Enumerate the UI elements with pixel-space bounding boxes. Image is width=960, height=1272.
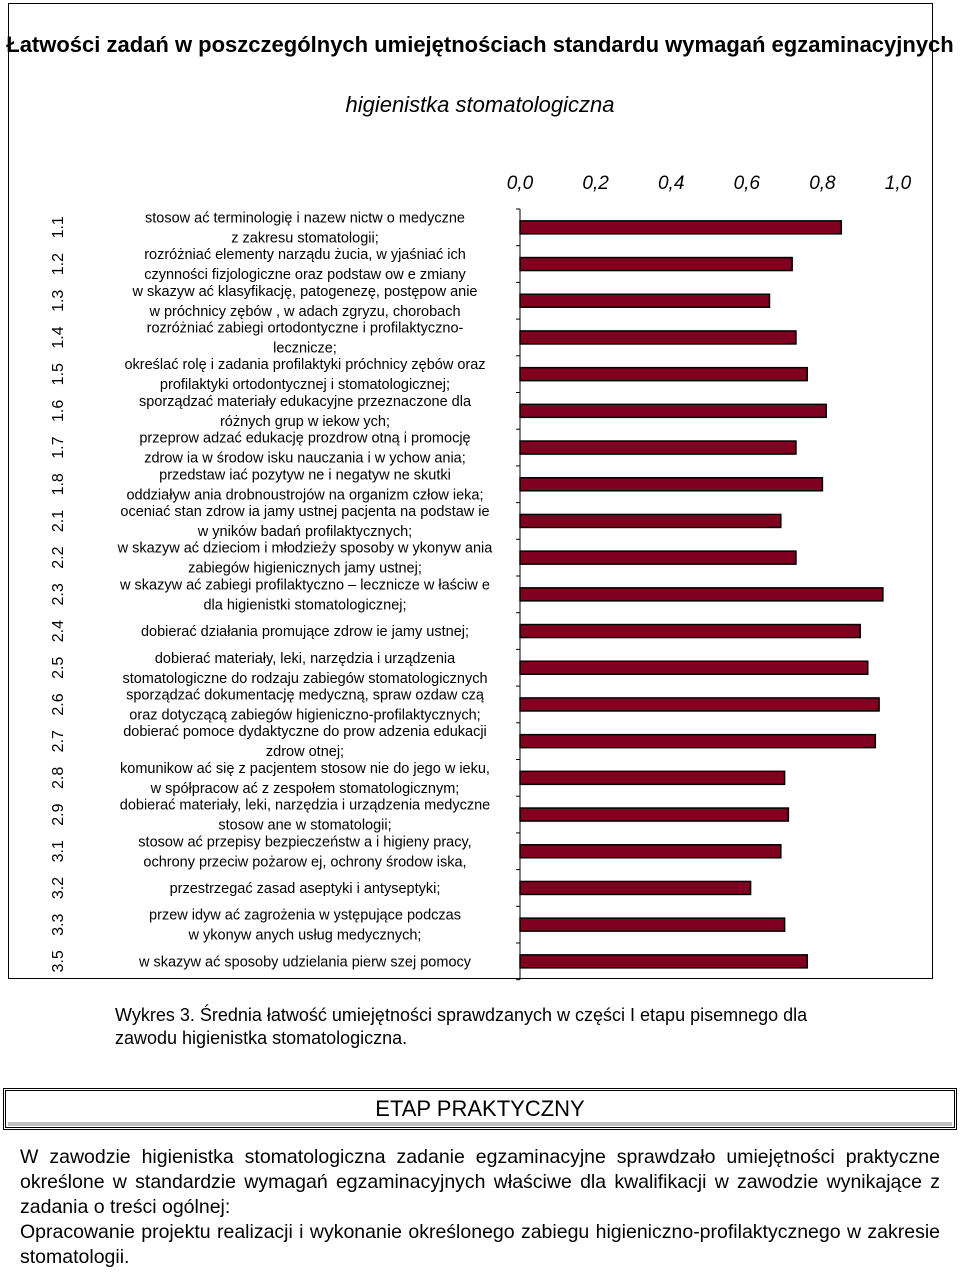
category-label: komunikow ać się z pacjentem stosow nie do jego w ieku, [120, 760, 490, 777]
bar [520, 588, 883, 601]
category-code: 1.8 [50, 473, 67, 496]
bar [520, 441, 796, 454]
category-label: w skazyw ać zabiegi profilaktyczno – lecznicze w łaściw e [120, 577, 490, 594]
category-code: 1.7 [50, 436, 67, 459]
category-label: dobierać pomoce dydaktyczne do prow adzenia edukacji [123, 724, 487, 741]
figure-caption [115, 1004, 930, 1050]
category-label: oraz dotyczącą zabiegów higieniczno-profilaktycznych; [129, 707, 481, 724]
category-label: przestrzegać zasad aseptyki i antyseptyki; [169, 880, 441, 897]
section-header-box [3, 1088, 957, 1130]
category-label: czynności fizjologiczne oraz podstaw ow e zmiany [144, 267, 466, 284]
category-label: zdrow ia w środow isku nauczania i w ychow ania; [144, 450, 466, 467]
category-label: dobierać działania promujące zdrow ie jamy ustnej; [140, 624, 470, 641]
paragraph-text-2: Opracowanie projektu realizacji i wykonanie określonego zabiegu higieniczno-profilaktycznego w zakresie stomatologii. [20, 1221, 940, 1268]
category-label: zabiegów higienicznych jamy ustnej; [188, 560, 422, 577]
section-title: ETAP PRAKTYCZNY [375, 1096, 585, 1121]
bar [520, 735, 875, 748]
category-code: 2.4 [50, 619, 67, 643]
bar [520, 808, 788, 821]
caption-line-2: zawodu higienistka stomatologiczna. [115, 1028, 408, 1048]
bar [520, 918, 785, 931]
category-label: oddziaływ ania drobnoustrojów na organizm człow ieka; [126, 487, 484, 504]
category-label: w yników badań profilaktycznych; [197, 523, 413, 540]
category-label: w spółpracow ać z zespołem stomatologicznym; [150, 780, 460, 797]
category-code: 3.1 [50, 840, 67, 863]
category-label: dobierać materiały, leki, narzędzia i urządzenia medyczne [119, 797, 491, 814]
category-code: 3.3 [50, 913, 67, 936]
bar [520, 625, 860, 638]
category-code: 2.8 [50, 766, 67, 790]
category-label: rozróżniać elementy narządu żucia, w yjaśniać ich [144, 247, 466, 264]
category-label: rozróżniać zabiegi ortodontyczne i profilaktyczno- [146, 320, 464, 337]
bar [520, 771, 785, 784]
category-label: przeprow adzać edukację prozdrow otną i promocję [139, 430, 471, 447]
body-paragraph [20, 1145, 940, 1270]
tick-label: 0,2 [582, 173, 609, 194]
category-label: dobierać materiały, leki, narzędzia i urządzenia [154, 650, 456, 667]
category-code: 1.4 [50, 326, 67, 349]
category-label: określać rolę i zadania profilaktyki próchnicy zębów oraz [124, 357, 486, 374]
category-label: przew idyw ać zagrożenia w ystępujące podczas [149, 907, 461, 924]
category-label: w próchnicy zębów , w adach zgryzu, chorobach [149, 303, 461, 320]
category-label: przedstaw iać pozytyw ne i negatyw ne skutki [159, 467, 451, 484]
bar [520, 294, 769, 307]
bar [520, 698, 879, 711]
category-label: profilaktyki ortodontycznej i stomatologicznej; [159, 377, 451, 394]
category-code: 3.5 [50, 950, 67, 973]
bar [520, 551, 796, 564]
category-code: 2.3 [50, 583, 67, 606]
category-label: stosow ać przepisy bezpieczeństw a i higieny pracy, [138, 834, 472, 851]
bar [520, 258, 792, 271]
category-label: w skazyw ać sposoby udzielania pierw szej pomocy [138, 954, 472, 971]
category-label: stosow ać terminologię i nazew nictw o medyczne [145, 210, 465, 227]
chart-title: Łatwości zadań w poszczególnych umiejętnościach standardu wymagań egzaminacyjnych [6, 32, 954, 57]
category-code: 1.5 [50, 363, 67, 386]
category-label: stosow ane w stomatologii; [218, 817, 392, 834]
category-code: 2.2 [50, 546, 67, 569]
category-label: oceniać stan zdrow ia jamy ustnej pacjenta na podstaw ie [120, 503, 490, 520]
category-label: w skazyw ać dzieciom i młodzieży sposoby w ykonyw ania [117, 540, 493, 557]
category-code: 1.1 [50, 216, 67, 239]
category-label: z zakresu stomatologii; [231, 230, 379, 247]
bar [520, 845, 781, 858]
caption-line-1: Wykres 3. Średnia łatwość umiejętności sprawdzanych w części I etapu pisemnego dla [115, 1005, 808, 1025]
category-label: lecznicze; [273, 340, 337, 357]
bar [520, 221, 841, 234]
category-code: 2.7 [50, 730, 67, 753]
paragraph-text-1: W zawodzie higienistka stomatologiczna zadanie egzaminacyjne sprawdzało umiejętności praktyczne określone w standardzie wymagań egzaminacyjnych właściwe dla kwalifikacji w zawodzie wynikające z zadania o treści ogólnej: [20, 1146, 940, 1218]
category-label: zdrow otnej; [265, 744, 345, 761]
bar [520, 331, 796, 344]
bar [520, 881, 751, 894]
tick-label: 0,4 [657, 173, 685, 194]
category-code: 2.1 [50, 509, 67, 533]
category-label: sporządzać materiały edukacyjne przeznaczone dla [138, 393, 472, 410]
bar [520, 955, 807, 968]
category-label: w skazyw ać klasyfikację, patogenezę, postępow anie [132, 283, 478, 300]
category-label: różnych grup w iekow ych; [219, 413, 391, 430]
category-label: stomatologiczne do rodzaju zabiegów stomatologicznych [122, 670, 488, 687]
category-label: w ykonyw anych usług medycznych; [188, 927, 422, 944]
category-code: 2.6 [50, 693, 67, 716]
tick-label: 1,0 [884, 173, 912, 194]
category-code: 1.3 [50, 289, 67, 312]
tick-label: 0,0 [506, 173, 534, 194]
category-code: 3.2 [50, 876, 67, 900]
tick-label: 0,8 [809, 173, 836, 194]
category-code: 1.6 [50, 399, 67, 423]
section-header-shadow [8, 1122, 952, 1126]
category-code: 2.5 [50, 656, 67, 679]
bar [520, 661, 868, 674]
bar [520, 368, 807, 381]
category-code: 1.2 [50, 252, 67, 276]
chart-subtitle: higienistka stomatologiczna [345, 92, 615, 117]
bar [520, 478, 822, 491]
tick-label: 0,6 [733, 173, 761, 194]
category-label: ochrony przeciw pożarow ej, ochrony środow iska, [143, 854, 467, 871]
bar [520, 514, 781, 527]
bar [520, 404, 826, 417]
category-label: dla higienistki stomatologicznej; [203, 597, 407, 614]
category-code: 2.9 [50, 803, 67, 826]
category-label: sporządzać dokumentację medyczną, spraw ozdaw czą [126, 687, 484, 704]
